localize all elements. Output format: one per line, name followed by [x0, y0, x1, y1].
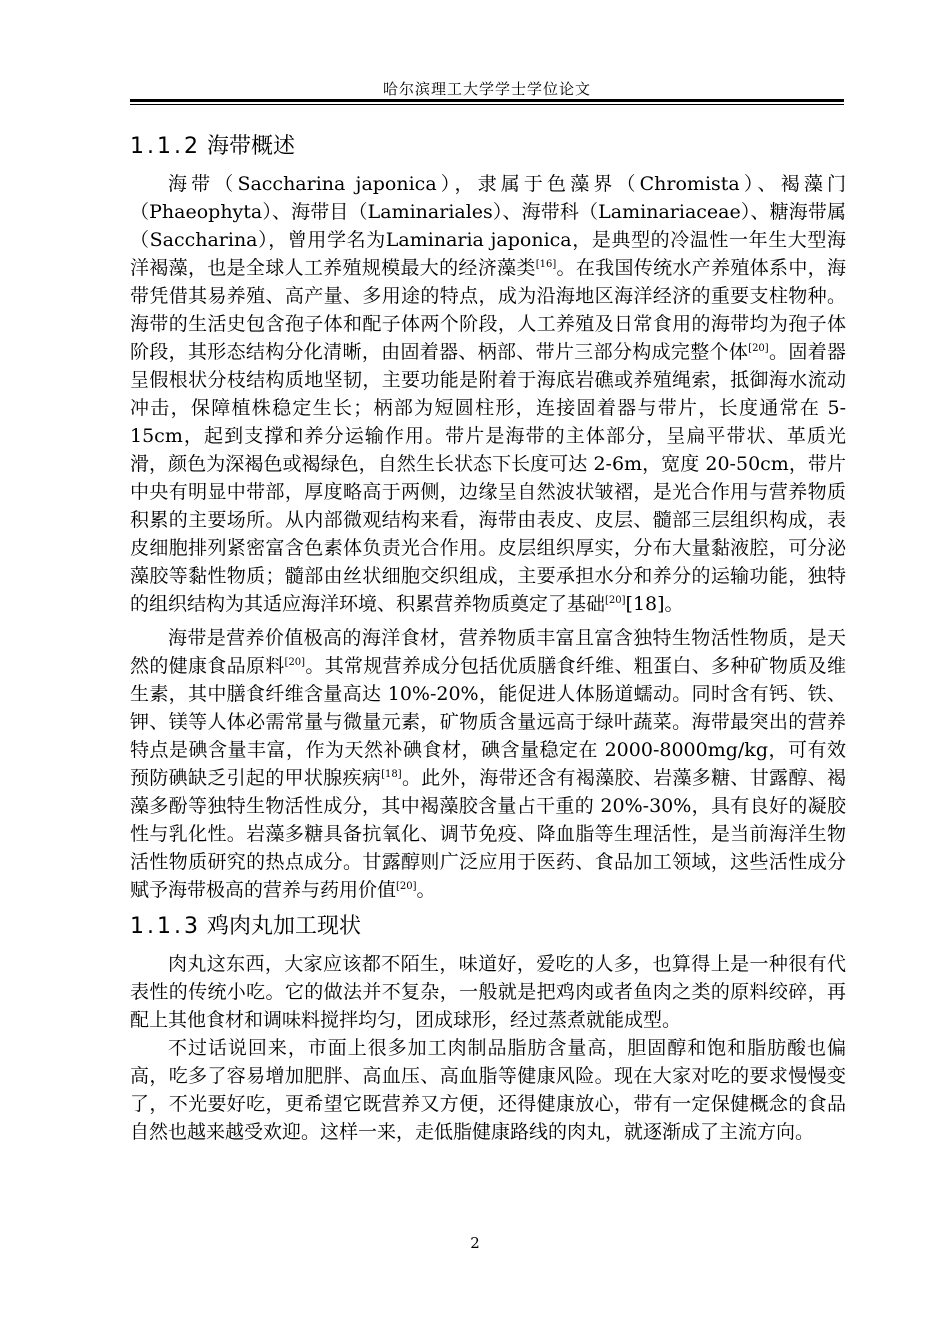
text-run: [18]。: [625, 593, 684, 615]
section-title: 海带概述: [206, 134, 295, 159]
document-body: [130, 128, 846, 1146]
text-run: 海带（Saccharina japonica），隶属于色藻界（Chromista）、褐藻门（Phaeophyta）、海带目（Laminariales）、海带科（Laminariaceae）、糖海带属（Saccharina），曾用学名为Laminaria japonica，是典型的冷温性一年生大型海洋褐藻，也是全球人工养殖规模最大的经济藻类: [130, 173, 846, 279]
citation: [20]: [605, 595, 626, 606]
citation: [16]: [535, 259, 557, 270]
text-run: 。在我国传统水产养殖体系中，海带凭借其易养殖、高产量、多用途的特点，成为沿海地区海洋经济的重要支柱物种。海带的生活史包含孢子体和配子体两个阶段，人工养殖及日常食用的海带均为孢子体阶段，其形态结构分化清晰，由固着器、柄部、带片三部分构成完整个体: [130, 257, 846, 363]
citation: [20]: [748, 343, 769, 354]
section-heading-1-1-2: [130, 128, 846, 166]
page-number: 2: [470, 1234, 480, 1252]
section-number: 1.1.2: [130, 134, 201, 159]
paragraph-meatball-trend: 不过话说回来，市面上很多加工肉制品脂肪含量高，胆固醇和饱和脂肪酸也偏高，吃多了容易增加肥胖、高血压、高血脂等健康风险。现在大家对吃的要求慢慢变了，不光要好吃，更希望它既营养又方便，还得健康放心，带有一定保健概念的食品自然也越来越受欢迎。这样一来，走低脂健康路线的肉丸，就逐渐成了主流方向。: [130, 1037, 846, 1143]
section-number: 1.1.3: [130, 914, 201, 939]
text-run: 海带是营养价值极高的海洋食材，营养物质丰富且富含独特生物活性物质，是天然的健康食品原料: [130, 627, 846, 677]
citation: [20]: [284, 657, 306, 668]
citation: [18]: [381, 769, 402, 780]
section-title: 鸡肉丸加工现状: [206, 914, 361, 939]
running-header: 哈尔滨理工大学学士学位论文: [382, 80, 591, 98]
paragraph-kelp-overview: [130, 170, 846, 618]
section-heading-1-1-3: [130, 908, 846, 946]
paragraph-kelp-nutrition: [130, 624, 846, 904]
text-run: 。固着器呈假根状分枝结构质地坚韧，主要功能是附着于海底岩礁或养殖绳索，抵御海水流动冲击，保障植株稳定生长；柄部为短圆柱形，连接固着器与带片，长度通常在 5-15cm，起到支撑和养分运输作用。带片是海带的主体部分，呈扁平带状、革质光滑，颜色为深褐色或褐绿色，自然生长状态下长度可达 2-6m，宽度 20-50cm，带片中央有明显中带部，厚度略高于两侧，边缘呈自然波状皱褶，是光合作用与营养物质积累的主要场所。从内部微观结构来看，海带由表皮、皮层、髓部三层组织构成，表皮细胞排列紧密富含色素体负责光合作用。皮层组织厚实，分布大量黏液腔，可分泌藻胶等黏性物质；髓部由丝状细胞交织组成，主要承担水分和养分的运输功能，独特的组织结构为其适应海洋环境、积累营养物质奠定了基础: [130, 341, 846, 615]
text-run: 。其常规营养成分包括优质膳食纤维、粗蛋白、多种矿物质及维生素，其中膳食纤维含量高达 10%-20%，能促进人体肠道蠕动。同时含有钙、铁、钾、镁等人体必需常量与微量元素，矿物质含量远高于绿叶蔬菜。海带最突出的营养特点是碘含量丰富，作为天然补碘食材，碘含量稳定在 2000-8000mg/kg，可有效预防碘缺乏引起的甲状腺疾病: [130, 655, 846, 789]
text-run: 。此外，海带还含有褐藻胶、岩藻多糖、甘露醇、褐藻多酚等独特生物活性成分，其中褐藻胶含量占干重的 20%-30%，具有良好的凝胶性与乳化性。岩藻多糖具备抗氧化、调节免疫、降血脂等生理活性，是当前海洋生物活性物质研究的热点成分。甘露醇则广泛应用于医药、食品加工领域，这些活性成分赋予海带极高的营养与药用价值: [130, 767, 846, 901]
header-rule-thin: [130, 104, 844, 105]
citation: [20]: [396, 881, 417, 892]
paragraph-meatball-intro: 肉丸这东西，大家应该都不陌生，味道好，爱吃的人多，也算得上是一种很有代表性的传统小吃。它的做法并不复杂，一般就是把鸡肉或者鱼肉之类的原料绞碎，再配上其他食材和调味料搅拌均匀，团成球形，经过蒸煮就能成型。: [130, 953, 846, 1031]
text-run: 。: [416, 879, 436, 901]
header-rule-thick: [130, 99, 844, 102]
